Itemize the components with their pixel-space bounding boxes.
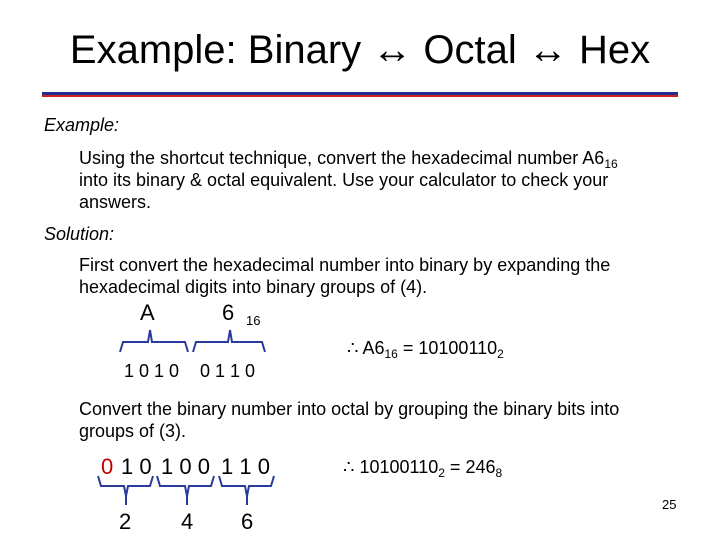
result-1-lhs-sub: 16 bbox=[384, 347, 398, 361]
result-1-value: = 10100110 bbox=[402, 338, 498, 358]
octal-bits-group-3: 1 1 0 bbox=[221, 454, 270, 479]
octal-bits-group-2: 1 0 0 bbox=[161, 454, 210, 479]
octal-leading-zero: 0 bbox=[101, 454, 114, 479]
page-number: 25 bbox=[662, 497, 677, 512]
octal-digit-4: 4 bbox=[181, 509, 194, 534]
octal-digit-6: 6 bbox=[241, 509, 254, 534]
problem-line-2: into its binary & octal equivalent. Use your calculator to check your bbox=[79, 170, 609, 190]
result-1-rhs-sub: 2 bbox=[497, 347, 504, 361]
brace-hex-6 bbox=[193, 330, 265, 352]
result-2-value: 246 bbox=[465, 457, 496, 477]
slide-title: Example: Binary ↔ Octal ↔ Hex bbox=[69, 28, 651, 72]
hex-digit-a: A bbox=[140, 300, 155, 325]
problem-text-1: Using the shortcut technique, convert the hexadecimal number A6 bbox=[79, 148, 605, 168]
example-heading: Example: bbox=[44, 115, 120, 135]
hex-subscript: 16 bbox=[246, 313, 261, 328]
step2-line-2: groups of (3). bbox=[79, 421, 187, 441]
therefore-symbol-1: ∴ bbox=[347, 338, 359, 358]
solution-heading: Solution: bbox=[44, 224, 115, 244]
step1-line-1: First convert the hexadecimal number into binary by expanding the bbox=[79, 255, 611, 275]
octal-digit-2: 2 bbox=[119, 509, 132, 534]
hex-digit-6: 6 bbox=[222, 300, 235, 325]
problem-subscript: 16 bbox=[604, 157, 618, 171]
step2-line-1: Convert the binary number into octal by grouping the binary bits into bbox=[79, 399, 620, 419]
brace-hex-a bbox=[120, 330, 188, 352]
result-2-lhs-sub: 2 bbox=[438, 466, 445, 480]
binary-group-1: 1 0 1 0 bbox=[124, 361, 180, 381]
problem-line-3: answers. bbox=[79, 192, 152, 212]
result-1 bbox=[347, 338, 504, 359]
result-2-lhs: 10100110 bbox=[359, 457, 439, 477]
result-2-rhs-sub: 8 bbox=[495, 466, 503, 480]
therefore-symbol-2: ∴ bbox=[343, 457, 355, 477]
octal-bits-group-1: 1 0 bbox=[121, 454, 152, 479]
result-2-equals: = bbox=[449, 457, 466, 477]
result-1-lhs: A6 bbox=[362, 338, 385, 358]
result-2 bbox=[343, 457, 502, 478]
binary-group-2: 0 1 1 0 bbox=[200, 361, 256, 381]
step1-line-2: hexadecimal digits into binary groups of (4). bbox=[79, 277, 428, 297]
